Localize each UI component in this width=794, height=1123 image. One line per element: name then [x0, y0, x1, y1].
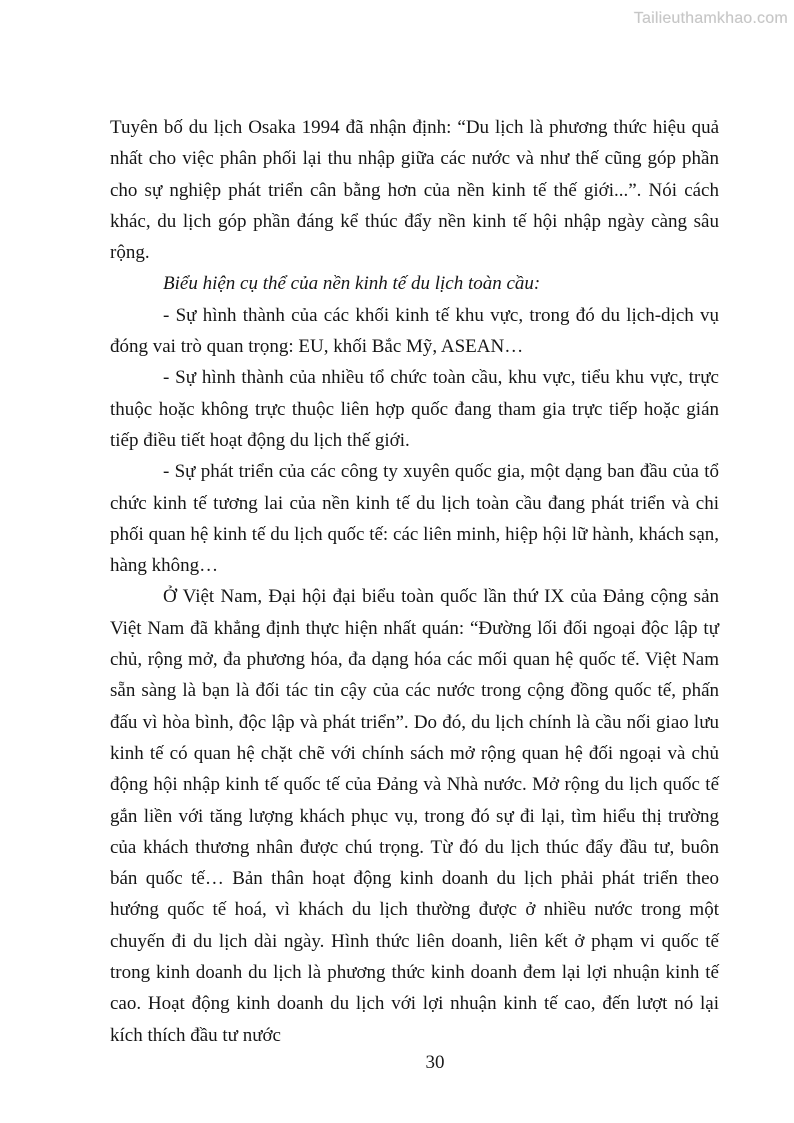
paragraph-bullet-khoi-kinh-te: - Sự hình thành của các khối kinh tế khu vực, trong đó du lịch-dịch vụ đóng vai trò quan trọng: EU, khối Bắc Mỹ, ASEAN… [110, 304, 719, 358]
page-content [110, 112, 719, 1051]
paragraph-heading-bieu-hien: Biểu hiện cụ thể của nền kinh tế du lịch toàn cầu: [163, 273, 541, 295]
paragraph-bullet-cong-ty-xuyen-quoc-gia: - Sự phát triển của các công ty xuyên quốc gia, một dạng ban đầu của tổ chức kinh tế tương lai của nền kinh tế du lịch toàn cầu đang phát triển và chi phối quan hệ kinh tế du lịch quốc tế: các liên minh, hiệp hội lữ hành, khách sạn, hàng không… [110, 461, 719, 577]
watermark-text: Tailieuthamkhao.com [633, 10, 788, 27]
paragraph-viet-nam: Ở Việt Nam, Đại hội đại biểu toàn quốc lần thứ IX của Đảng cộng sản Việt Nam đã khẳng định thực hiện nhất quán: “Đường lối đối ngoại độc lập tự chủ, rộng mở, đa phương hóa, đa dạng hóa các mối quan hệ quốc tế. Việt Nam sẵn sàng là bạn là đối tác tin cậy của các nước trong cộng đồng quốc tế, phấn đấu vì hòa bình, độc lập và phát triển”. Do đó, du lịch chính là cầu nối giao lưu kinh tế có quan hệ chặt chẽ với chính sách mở rộng quan hệ đối ngoại và chủ động hội nhập kinh tế quốc tế của Đảng và Nhà nước. Mở rộng du lịch quốc tế gắn liền với tăng lượng khách phục vụ, trong đó sự đi lại, tìm hiểu thị trường của khách thương nhân được chú trọng. Từ đó du lịch thúc đẩy đầu tư, buôn bán quốc tế… Bản thân hoạt động kinh doanh du lịch phải phát triển theo hướng quốc tế hoá, vì khách du lịch thường được ở nhiều nước trong một chuyến đi du lịch dài ngày. Hình thức liên doanh, liên kết ở phạm vi quốc tế trong kinh doanh du lịch là phương thức kinh doanh đem lại lợi nhuận kinh tế cao. Hoạt động kinh doanh du lịch với lợi nhuận kinh tế cao, đến lượt nó lại kích thích đầu tư nước [110, 586, 719, 1046]
page-number: 30 [425, 1052, 445, 1073]
paragraph-bullet-to-chuc-toan-cau: - Sự hình thành của nhiều tổ chức toàn cầu, khu vực, tiểu khu vực, trực thuộc hoặc không trực thuộc liên hợp quốc đang tham gia trực tiếp hoặc gián tiếp điều tiết hoạt động du lịch thế giới. [110, 367, 719, 451]
paragraph-osaka-declaration: Tuyên bố du lịch Osaka 1994 đã nhận định: “Du lịch là phương thức hiệu quả nhất cho việc phân phối lại thu nhập giữa các nước và như thế cũng góp phần cho sự nghiệp phát triển cân bằng hơn của nền kinh tế thế giới...”. Nói cách khác, du lịch góp phần đáng kể thúc đẩy nền kinh tế hội nhập ngày càng sâu rộng. [110, 117, 719, 264]
